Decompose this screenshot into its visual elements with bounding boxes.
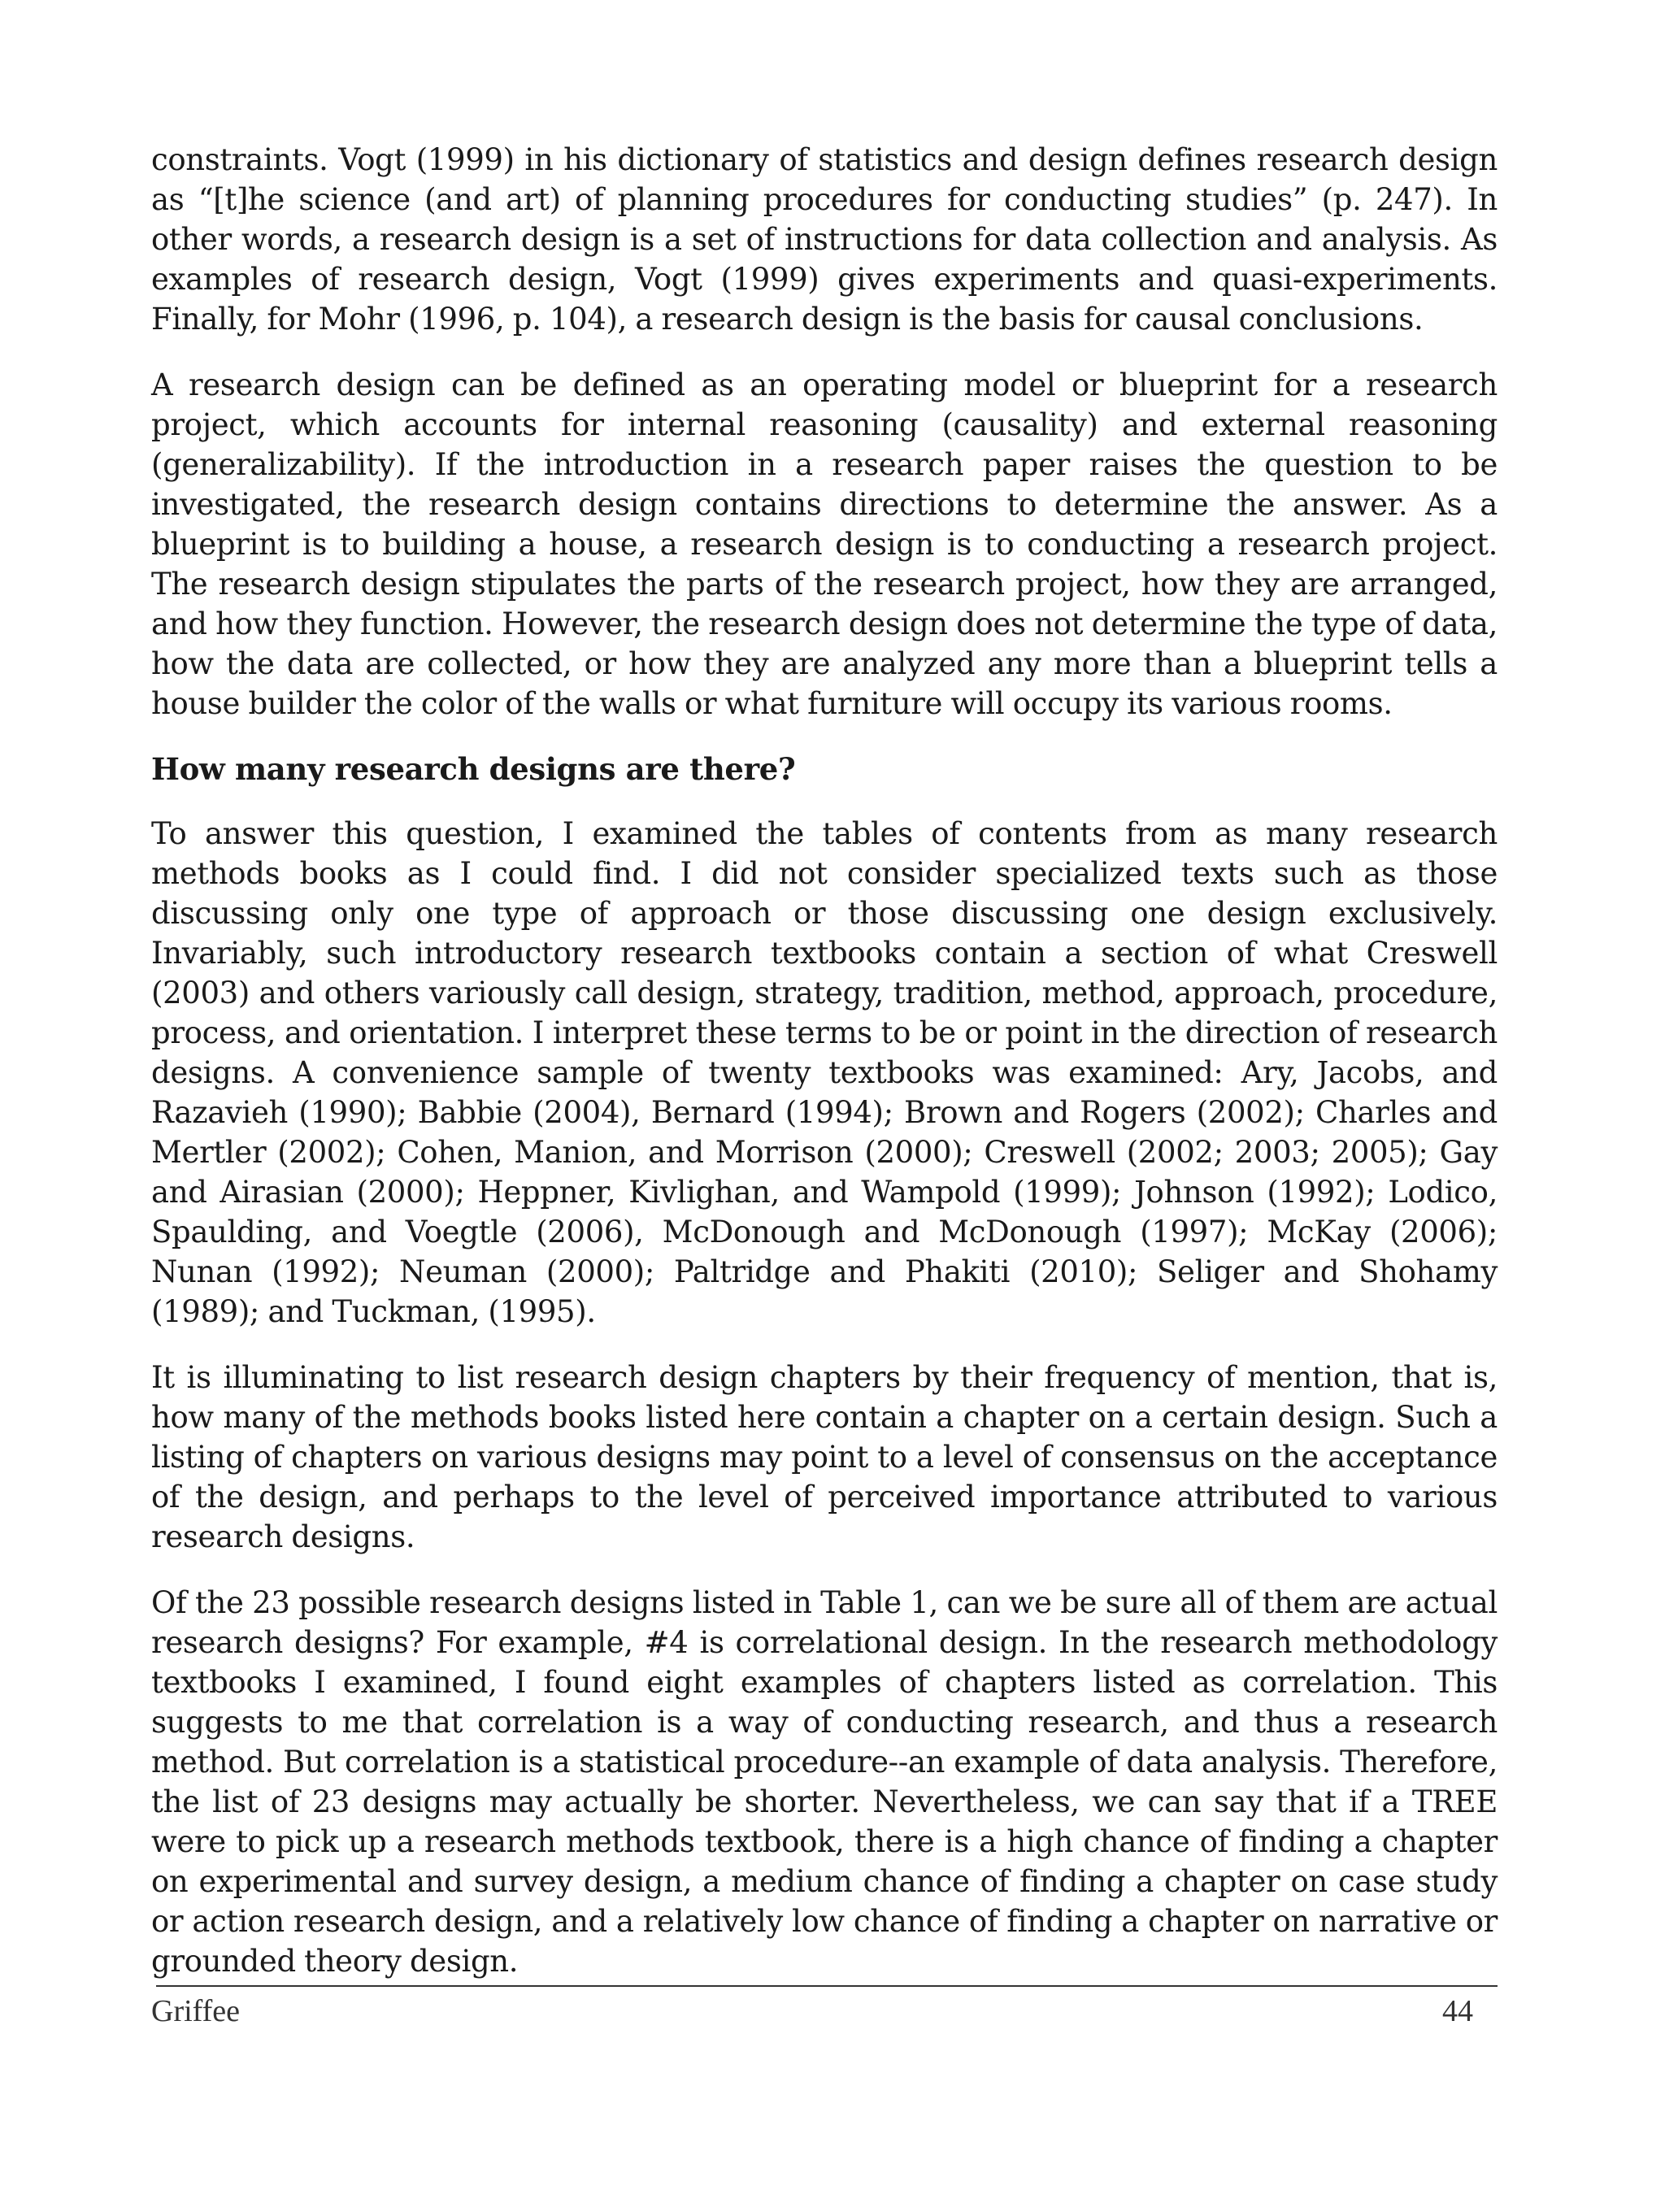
paragraph-table-discussion: Of the 23 possible research designs listed in Table 1, can we be sure all of them are actual research designs? For example, #4 is correlational design. In the research methodology textbooks I examined, I found eight examples of chapters listed as correlation. This suggests to me that correlation is a way of conducting research, and thus a research method. But correlation is a statistical procedure--an example of data analysis. Therefore, the list of 23 designs may actually be shorter. Nevertheless, we can say that if a TREE were to pick up a research methods textbook, there is a high chance of finding a chapter on experimental and survey design, a medium chance of finding a chapter on case study or action research design, and a relatively low chance of finding a chapter on narrative or grounded theory design.: [151, 1585, 1498, 1979]
footer-divider: [156, 1985, 1498, 1987]
paragraph-textbooks: To answer this question, I examined the tables of contents from as many research methods books as I could find. I did not consider specialized texts such as those discussing only one type of approach or those discussing one design exclusively. Invariably, such introductory research textbooks contain a section of what Creswell (2003) and others variously call design, strategy, tradition, method, approach, procedure, process, and orientation. I interpret these terms to be or point in the direction of research designs. A convenience sample of twenty textbooks was examined: Ary, Jacobs, and Razavieh (1990); Babbie (2004), Bernard (1994); Brown and Rogers (2002); Charles and Mertler (2002); Cohen, Manion, and Morrison (2000); Creswell (2002; 2003; 2005); Gay and Airasian (2000); Heppner, Kivlighan, and Wampold (1999); Johnson (1992); Lodico, Spaulding, and Voegtle (2006), McDonough and McDonough (1997); McKay (2006); Nunan (1992); Neuman (2000); Paltridge and Phakiti (2010); Seliger and Shohamy (1989); and Tuckman, (1995).: [151, 816, 1498, 1329]
paragraph-blueprint: A research design can be defined as an operating model or blueprint for a research project, which accounts for internal reasoning (causality) and external reasoning (generalizability). If the introduction in a research paper raises the question to be investigated, the research design contains directions to determine the answer. As a blueprint is to building a house, a research design is to conducting a research project. The research design stipulates the parts of the research project, how they are arranged, and how they function. However, the research design does not determine the type of data, how the data are collected, or how they are analyzed any more than a blueprint tells a house builder the color of the walls or what furniture will occupy its various rooms.: [151, 367, 1498, 721]
paragraph-frequency: It is illuminating to list research design chapters by their frequency of mention, that is, how many of the methods books listed here contain a chapter on a certain design. Such a listing of chapters on various designs may point to a level of consensus on the acceptance of the design, and perhaps to the level of perceived importance attributed to various research designs.: [151, 1360, 1498, 1554]
page-number: 44: [1442, 1994, 1473, 2028]
section-heading: How many research designs are there?: [151, 751, 796, 787]
paragraph-vogt-definition: constraints. Vogt (1999) in his dictionary of statistics and design defines research design as “[t]he science (and art) of planning procedures for conducting studies” (p. 247). In other words, a research design is a set of instructions for data collection and analysis. As examples of research design, Vogt (1999) gives experiments and quasi-experiments. Finally, for Mohr (1996, p. 104), a research design is the basis for causal conclusions.: [151, 142, 1498, 337]
footer-author: Griffee: [151, 1994, 241, 2028]
page-body: [151, 140, 1498, 2007]
